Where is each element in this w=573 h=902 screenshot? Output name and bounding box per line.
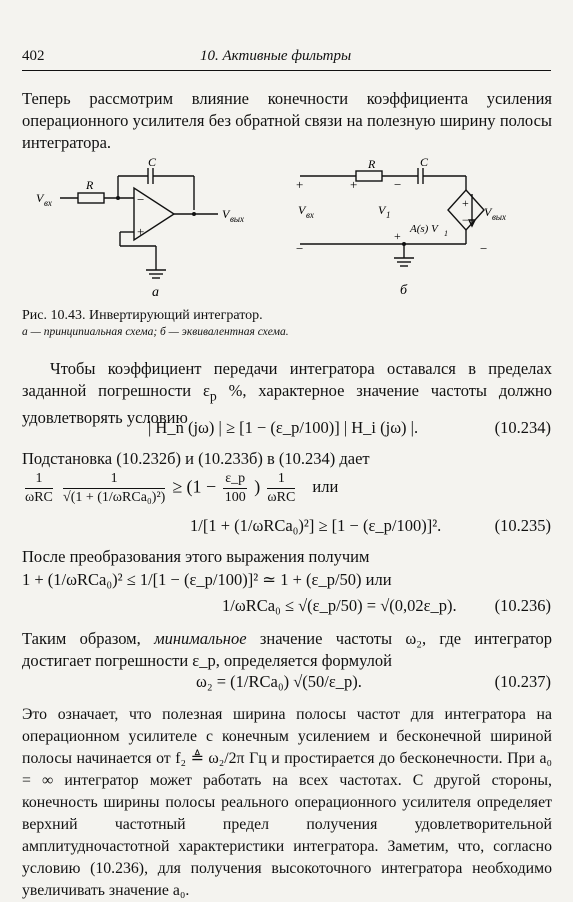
equation-10-236: 1/ωRCa₀ ≤ √(ε_p/50) = √(0,02ε_p).: [222, 596, 457, 615]
eq-number-10-236: (10.236): [494, 596, 551, 615]
fig-b-minus3: −: [462, 213, 469, 227]
fig-b-sublabel: б: [400, 283, 408, 298]
fig-b-gain-label: A(s) V: [410, 223, 438, 235]
fig-a-minus: −: [137, 192, 145, 207]
p1-text: Чтобы коэффициент передачи интегратора оставался в пределах заданной погрешности ε: [22, 359, 552, 400]
frac-4: $\frac{1}{\text{ωRC}}$: [267, 471, 296, 505]
p4-italic: минимальное: [154, 629, 247, 648]
geq-sign: ≥: [172, 476, 183, 497]
fig-b-v1-sub: 1: [386, 210, 391, 220]
equation-fractions: [22, 470, 338, 507]
paragraph-2: Подстановка (10.232б) и (10.233б) в (10.234) дает: [22, 449, 370, 468]
p1-sub: p: [209, 388, 217, 404]
figure-caption-sub: а — принципиальная схема; б — эквивалентная схема.: [22, 326, 289, 338]
or-word: или: [312, 477, 339, 497]
figure-a-schematic: [22, 158, 282, 298]
fig-b-v1-label: V: [378, 203, 386, 217]
header-rule: [22, 70, 551, 71]
frac-1: $\frac{1}{\text{ωRC}}$: [25, 471, 53, 505]
fig-b-r-label: R: [368, 158, 376, 171]
p1-rest: %, характерное значение частоты должно удовлетворять условию: [22, 381, 553, 428]
fig-b-vout-label: V: [484, 205, 492, 219]
fig-a-vin-sub: вх: [44, 198, 52, 208]
intro-paragraph: Теперь рассмотрим влияние конечности коэффициента усиления операционного усилителя без обратной связи на полезную ширину полосы интегратора.: [22, 89, 552, 152]
fig-b-minus1: −: [296, 241, 304, 256]
equation-line-1: 1 + (1/ωRCa₀)² ≤ 1/[1 − (ε_p/100)]² ≃ 1 + (ε_p/50) или: [22, 570, 392, 589]
fig-a-vout-label: V: [222, 207, 230, 221]
fig-b-vin-label: V: [298, 203, 306, 217]
fig-a-r-label: R: [86, 178, 94, 192]
figure-b-equivalent: [290, 158, 520, 298]
paragraph-5: Это означает, что полезная ширина полосы частот для интегратора на операционном усилителе с конечным усилением и бесконечной шириной полосы начинается от f₂ ≜ ω₂/2π Гц и простирается до бесконечности. При a₀ = ∞ интегратор может работать на всех частотах. С другой стороны, конечность ширины полосы реального операционного усилителя определяет верхний частотный предел получения удовлетворительной амплитудночастотной характеристики интегратора. Заметим, что, согласно условию (10.236), для получения высокоточного интегратора необходимо увеличивать значение a₀.: [22, 706, 552, 899]
fig-b-vin-sub: вх: [306, 210, 314, 220]
fig-b-c-label: C: [420, 158, 429, 169]
fig-b-vout-sub: вых: [492, 212, 506, 222]
fig-b-plus3: +: [462, 196, 469, 210]
paragraph-3: После преобразования этого выражения получим: [22, 547, 370, 566]
paren-open: (1 −: [186, 476, 217, 497]
fig-a-vin-label: V: [36, 191, 44, 205]
fig-b-gain-sub: 1: [444, 229, 448, 238]
frac-2: $\frac{1}{\text{√(1 + (1/ωRCa₀)²)}}$: [63, 471, 166, 505]
p4-a: Таким образом,: [22, 629, 155, 648]
eq-number-10-235: (10.235): [494, 516, 551, 535]
fig-a-vout-sub: вых: [230, 214, 244, 224]
p4-b: значение частоты ω₂, где интегратор достигает погрешности ε_p, определяется формулой: [22, 629, 553, 670]
eq-number-10-237: (10.237): [494, 672, 551, 691]
running-title: 10. Активные фильтры: [200, 48, 352, 64]
fig-a-c-label: C: [148, 158, 157, 169]
equation-10-237: ω₂ = (1/RCa₀) √(50/ε_p).: [196, 672, 362, 691]
fig-a-plus: +: [137, 224, 145, 239]
fig-b-minus2: −: [394, 177, 402, 192]
equation-10-234: | H_n (jω) | ≥ [1 − (ε_p/100)] | H_i (jω) |.: [148, 418, 419, 437]
eq-number-10-234: (10.234): [494, 418, 551, 437]
fig-b-plus2: +: [350, 177, 358, 192]
fig-b-plus1: +: [296, 177, 304, 192]
figure-caption: Рис. 10.43. Инвертирующий интегратор.: [22, 308, 263, 323]
equation-10-235: 1/[1 + (1/ωRCa₀)²] ≥ [1 − (ε_p/100)]².: [190, 516, 442, 535]
fig-b-minus4: −: [480, 241, 488, 256]
fig-a-sublabel: а: [152, 285, 159, 298]
paragraph-4: [22, 628, 552, 672]
page-number: 402: [22, 48, 45, 64]
fig-b-plus4: +: [394, 229, 401, 243]
paren-close: ): [254, 476, 261, 497]
frac-3: $\frac{\varepsilon\_p}{100}$: [224, 471, 246, 505]
